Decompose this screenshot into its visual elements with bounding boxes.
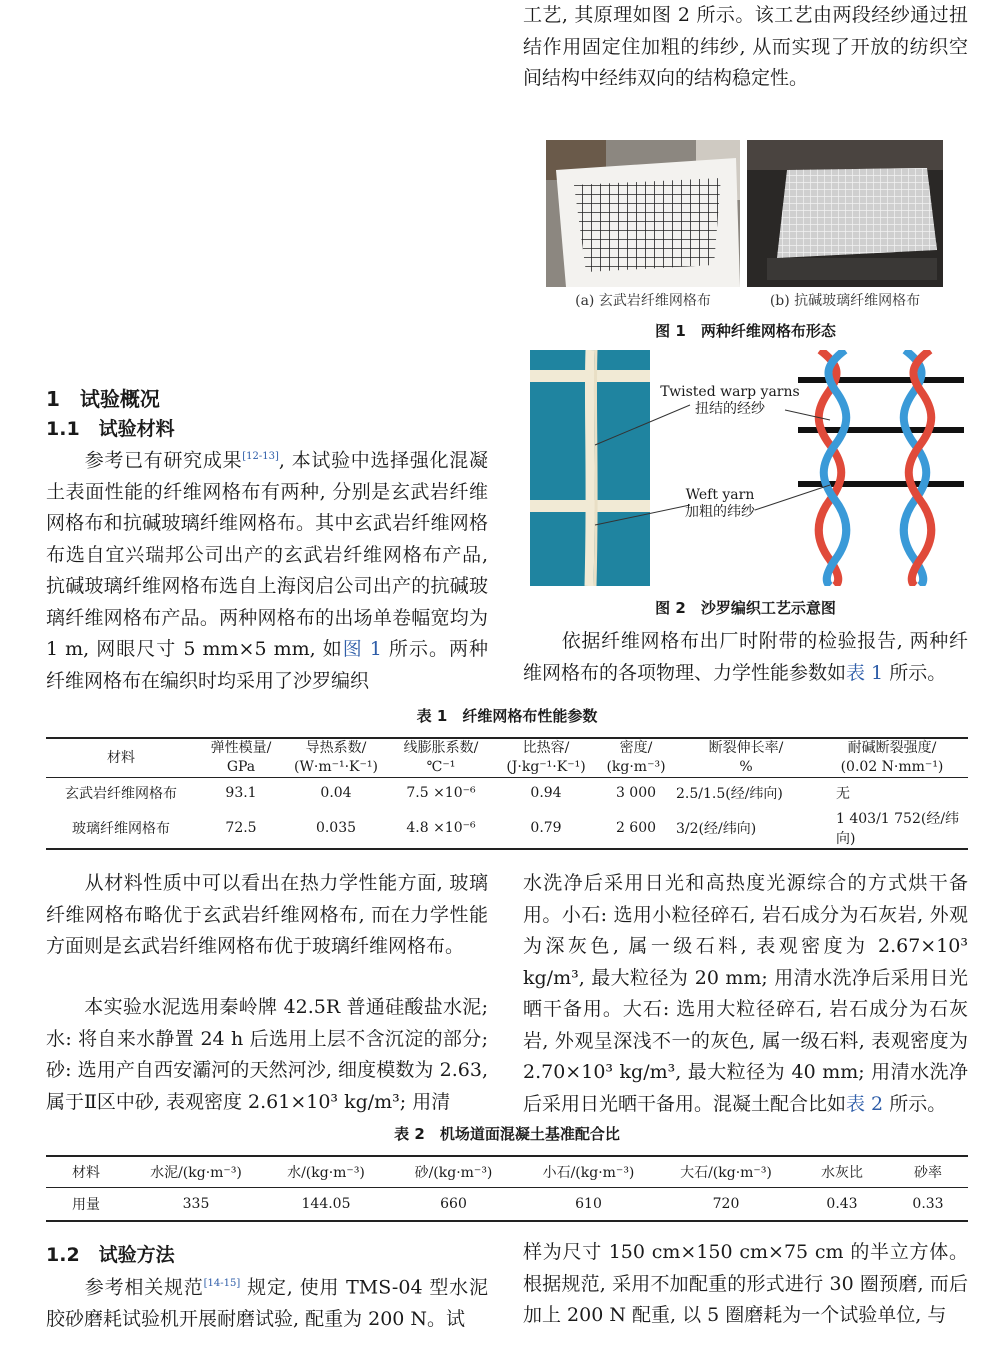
weft-label-en: Weft yarn xyxy=(685,487,755,503)
top-right-paragraph: 工艺, 其原理如图 2 所示。该工艺由两段经纱通过扭结作用固定住加粗的纬纱, 从而实现了开放的纺织空间结构中经纬双向的结构稳定性。 xyxy=(523,4,968,89)
t1-header-modulus: 弹性模量/ GPa xyxy=(210,740,272,775)
t2-header-sand-ratio: 砂率 xyxy=(888,1156,968,1188)
t1-header-elongation: 断裂伸长率/ % xyxy=(708,740,784,775)
method-paragraph: 参考相关规范[14-15] 规定, 使用 TMS-04 型水泥胶砂磨耗试验机开展耐磨试验, 配重为 200 N。试 xyxy=(46,1276,488,1330)
citation-14-15[interactable]: [14-15] xyxy=(203,1278,241,1289)
warp-label-cn: 扭结的经纱 xyxy=(695,401,765,417)
weft-label xyxy=(660,487,780,521)
table-1-caption: 表 1 纤维网格布性能参数 xyxy=(416,707,598,725)
warp-label-en: Twisted warp yarns xyxy=(660,384,800,400)
t2-header-wc-ratio: 水灰比 xyxy=(796,1156,888,1188)
t1-header-density: 密度/ (kg·m⁻³) xyxy=(606,740,666,775)
figure-1 xyxy=(546,140,946,290)
cement-sand-paragraph: 本实验水泥选用秦岭牌 42.5R 普通硅酸盐水泥; 水: 将自来水静置 24 h 后选用上层不含沉淀的部分; 砂: 选用产自西安灞河的天然河沙, 细度模数为 2.63, 属于Ⅱ区中砂, 表观密度 2.61×10³ kg/m³; 用清 xyxy=(46,996,488,1113)
section-1-2-title: 1.2 试验方法 xyxy=(46,1244,175,1266)
figure-1a-caption: (a) 玄武岩纤维网格布 xyxy=(575,293,711,309)
section-1-1-title: 1.1 试验材料 xyxy=(46,418,175,440)
t2-header-material: 材料 xyxy=(46,1156,126,1188)
figure-1-caption: 图 1 两种纤维网格布形态 xyxy=(655,322,836,340)
comparison-paragraph: 从材料性质中可以看出在热力学性能方面, 玻璃纤维网格布略优于玄武岩纤维网格布, 而在力学性能方面则是玄武岩纤维网格布优于玻璃纤维网格布。 xyxy=(46,872,488,957)
t2-header-sand: 砂/(kg·m⁻³) xyxy=(386,1156,521,1188)
table-1 xyxy=(46,737,968,850)
table-2-link[interactable]: 表 2 xyxy=(846,1092,884,1115)
figure-1b-caption: (b) 抗碱玻璃纤维网格布 xyxy=(769,293,921,309)
t1-header-alkali-strength: 耐碱断裂强度/ (0.02 N·mm⁻¹) xyxy=(840,740,944,775)
table-1-link[interactable]: 表 1 xyxy=(846,661,884,684)
table-2-caption: 表 2 机场道面混凝土基准配合比 xyxy=(394,1125,620,1143)
section-1-title: 1 试验概况 xyxy=(46,387,160,411)
citation-12-13[interactable]: [12-13] xyxy=(242,451,279,462)
weft-label-cn: 加粗的纬纱 xyxy=(685,504,755,520)
table-row: 玻璃纤维网格布 72.5 0.035 4.8 ×10⁻⁶ 0.79 2 600 3/2(经/纬向) 1 403/1 752(经/纬向) xyxy=(72,811,960,847)
glass-mesh-photo xyxy=(747,140,943,287)
t2-header-cement: 水泥/(kg·m⁻³) xyxy=(126,1156,266,1188)
t2-header-small-stone: 小石/(kg·m⁻³) xyxy=(521,1156,656,1188)
specimen-paragraph: 样为尺寸 150 cm×150 cm×75 cm 的半立方体。根据规范, 采用不加配重的形式进行 30 圈预磨, 而后加上 200 N 配重, 以 5 圈磨耗为一个试验单位, 与 xyxy=(523,1241,968,1326)
t1-header-material: 材料 xyxy=(107,749,135,766)
table-row: 用量 335 144.05 660 610 720 0.43 0.33 xyxy=(72,1196,944,1213)
t1-header-specific-heat: 比热容/ (J·kg⁻¹·K⁻¹) xyxy=(506,740,586,775)
t2-header-water: 水/(kg·m⁻³) xyxy=(266,1156,386,1188)
aggregate-paragraph: 水洗净后采用日光和高热度光源综合的方式烘干备用。小石: 选用小粒径碎石, 岩石成分为石灰岩, 外观为深灰色, 属一级石料, 表观密度为 2.67×10³ kg/m³, 最大粒径为 20 mm; 用清水洗净后采用日光晒干备用。大石: 选用大粒径碎石, 岩石成分为石灰岩, 外观呈深浅不一的灰色, 属一级石料, 表观密度为 2.70×10³ kg/m³, 最大粒径为 40 mm; 用清水洗净后采用日光晒干备用。混凝土配合比如表 2 所示。 xyxy=(523,872,968,1115)
basalt-mesh-photo xyxy=(546,140,740,287)
warp-label xyxy=(660,384,800,418)
t1-header-conductivity: 导热系数/ (W·m⁻¹·K⁻¹) xyxy=(294,740,378,775)
table-1-intro-paragraph: 依据纤维网格布出厂时附带的检验报告, 两种纤维网格布的各项物理、力学性能参数如表 1 所示。 xyxy=(523,630,968,684)
figure-1-photos xyxy=(546,140,946,290)
t1-header-expansion: 线膨胀系数/ ℃⁻¹ xyxy=(403,740,479,775)
table-row: 玄武岩纤维网格布 93.1 0.04 7.5 ×10⁻⁶ 0.94 3 000 2.5/1.5(经/纬向) 无 xyxy=(65,785,850,802)
figure-2-caption: 图 2 沙罗编织工艺示意图 xyxy=(655,599,836,617)
table-2 xyxy=(46,1155,968,1222)
figure-1-link[interactable]: 图 1 xyxy=(342,638,382,661)
t2-header-large-stone: 大石/(kg·m⁻³) xyxy=(656,1156,796,1188)
materials-paragraph: 参考已有研究成果[12-13], 本试验中选择强化混凝土表面性能的纤维网格布有两种, 分别是玄武岩纤维网格布和抗碱玻璃纤维网格布。其中玄武岩纤维网格布选自宜兴瑞邦公司出产的玄武岩纤维网格布产品, 抗碱玻璃纤维网格布选自上海闵启公司出产的抗碱玻璃纤维网格布产品。两种网格布的出场单卷幅宽均为 1 m, 网眼尺寸 5 mm×5 mm, 如图 1 所示。两种纤维网格布在编织时均采用了沙罗编织 xyxy=(46,449,488,692)
